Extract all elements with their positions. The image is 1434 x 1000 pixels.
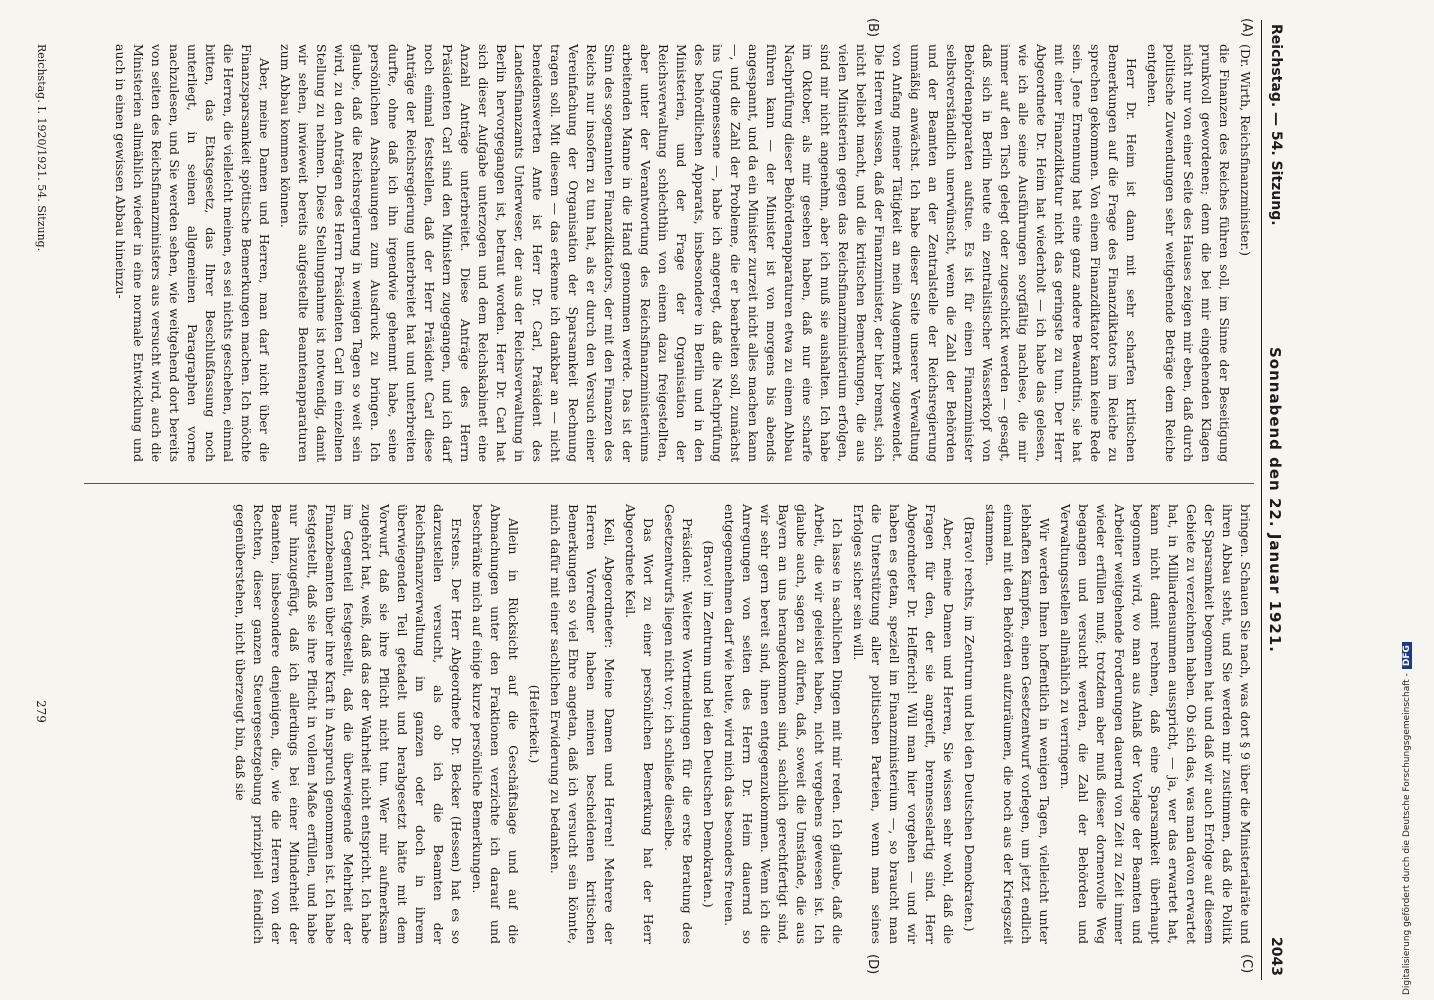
- applause-note: (Bravo! im Zentrum und bei den Deutschen Demokraten.): [701, 540, 716, 908]
- page-header: [1261, 20, 1286, 980]
- paragraph: Wir werden Ihnen hoffentlich in wenigen Tagen, vielleicht unter lebhaften Kämpfen, einen Gesetzentwurf vorlegen, um jetzt endlich einmal mit den Behörden aufzuräumen, die noch aus der Kriegszeit stammen.: [983, 504, 1052, 944]
- paragraph: Erstens. Der Herr Abgeordnete Dr. Becker (Hessen) hat es so darzustellen versucht, als ob ich die Beamten der Reichsfinanzverwaltung im ganzen oder doch in ihrem überwiegenden Teil getadelt und herabgesetzt hätte mit dem Vorwurf, daß sie ihre Pflicht nicht tun. Wer mir aufmerksam zugehört hat, weiß, daß das der Wahrheit nicht entspricht. Ich habe im Gegenteil festgestellt, daß die überwiegende Mehrheit der Finanzbeamten über ihre Kraft in Anspruch genommen ist. Ich habe festgestellt, daß sie ihre Pflicht in vollem Maße erfüllen, und habe nur hinzugefügt, daß ich allerdings bei einer Minderheit der Beamten, insbesondere denjenigen, die, wie die Herren von der Rechten, dieser ganzen Steuergesetzgebung prinzipiell feindlich gegenüberstehen, nicht überzeugt bin, daß sie: [233, 504, 464, 944]
- margin-mark-d: (D): [865, 954, 880, 975]
- credit-text: Digitalisierung gefördert durch die Deutsche Forschungsgemeinschaft -: [1402, 673, 1412, 995]
- laughter-note: (Heiterkeit.): [527, 684, 542, 764]
- paragraph: bringen. Schauen Sie nach, was dort § 9 über die Ministerialräte und ihren Abbau steht, und Sie werden mir zustimmen, daß die Politik der Sparsamkeit begonnen hat und daß wir auch Erfolge auf diesem Gebiete zu verzeichnen haben. Ob sich das, was man davon erwartet hat, in Milliardensummen ausspricht, — ja, wer das erwartet hat, kann nicht damit rechnen, daß eine Sparsamkeit überhaupt begonnen wird, wo man aus Anlaß der Vorlage der Beamten und Arbeiter weitgehende Forderungen dauernd von Zeit zu Zeit immer wieder erfüllen muß; trotzdem aber muß dieser dornenvolle Weg begangen und versucht werden, die Zahl der Behörden und Verwaltungsstellen allmählich zu verringern.: [1058, 504, 1253, 944]
- paragraph: die Finanzen des Reiches führen soll, im Sinne der Beseitigung prunkvoll gewordenen; denn die bei mir eingehenden Klagen nicht nur von einer Seite des Hauses zeigen mir eben, daß durch politische Zuwendungen sehr weitgehende Beträge dem Reiche entgehen.: [1145, 44, 1232, 462]
- header-left: Reichstag. — 54. Sitzung.: [1268, 24, 1284, 226]
- margin-mark-b: (B): [865, 18, 880, 38]
- margin-mark-c: (C): [1239, 954, 1254, 974]
- paragraph: Ich lasse in sachlichen Dingen mit mir reden. Ich glaube, daß die Arbeit, die wir geleistet haben, nicht vergebens gewesen ist. Ich glaube auch, sagen zu dürfen, daß, soweit die Umstände, die aus Bayern an uns herangekommen sind, sachlich gerechtfertigt sind, wir sehr gern bereit sind, ihnen entgegenzukommen. Wenn ich die Anregungen von seiten des Herrn Dr. Heim dauernd so entgegennehmen darf wie heute, wird mich das besonders freuen.: [722, 504, 845, 944]
- footer-page-number: 279: [34, 700, 48, 723]
- header-date: Sonnabend den 22. Januar 1921.: [1266, 347, 1284, 653]
- keil-statement: Keil, Abgeordneter: Meine Damen und Herren! Mehrere der Herren Vorredner haben meinen bescheidenen kritischen Bemerkungen so viel Ehre angetan, daß ich versucht sein könnte, mich dafür mit einer sachlichen Erwiderung zu bedanken.: [548, 504, 617, 944]
- president-statement: Präsident: Weitere Wortmeldungen für die erste Beratung des Gesetzentwurfs liegen nicht vor; ich schließe dieselbe.: [662, 504, 695, 944]
- column-divider: [84, 483, 1254, 484]
- paragraph: Aber, meine Damen und Herren, Sie wissen sehr wohl, daß die Fragen für den, der sie angreift, brennesselartig sind. Herr Abgeordneter Dr. Helfferich! Will man hier vorgehen — und wir haben es getan, speziell im Finanzministerium —, so braucht man die Unterstützung aller politischen Parteien, wenn man seines Erfolges sicher sein will.: [851, 504, 956, 944]
- header-page-number: 2043: [1268, 937, 1284, 976]
- right-column: [24, 504, 1254, 944]
- paragraph: Das Wort zu einer persönlichen Bemerkung hat der Herr Abgeordnete Keil.: [623, 504, 656, 944]
- applause-note: (Bravo! rechts, im Zentrum und bei den Deutschen Demokraten.): [962, 516, 977, 932]
- margin-mark-a: (A): [1239, 18, 1254, 38]
- digitization-credit: [1402, 642, 1412, 995]
- paragraph: Allein in Rücksicht auf die Geschäftslage und auf die Abmachungen unter den Fraktionen verzichte ich darauf und beschränke mich auf einige kurze persönliche Bemerkungen.: [470, 504, 521, 944]
- footer-left: Reichstag. I. 1920/1921. 54. Sitzung.: [35, 44, 48, 252]
- paragraph: Aber, meine Damen und Herren, man darf nicht über die Finanzsparsamkeit spöttische Bemerkungen machen. Ich möchte die Herren, die vielleicht meinen, es sei nichts geschehen, einmal bitten, das Etatsgesetz, das Ihrer Beschlußfassung noch unterliegt, in seinen allgemeinen Paragraphen vorne nachzulesen, und Sie werden sehen, wie weitgehend dort bereits von seiten des Reichsfinanzministers aus versucht wird, auch die Ministerien allmählich wieder in eine normale Entwicklung und auch in einen gewissen Abbau hineinzu-: [113, 44, 272, 462]
- dfg-logo: DFG: [1402, 642, 1412, 669]
- speaker-note: (Dr. Wirth, Reichsfinanzminister.): [1238, 44, 1253, 257]
- left-column: [24, 44, 1254, 462]
- paragraph: Herr Dr. Heim ist dann mit sehr scharfen kritischen Bemerkungen auf die Frage des Finanzdiktators im Reiche zu sprechen gekommen. Von einem Finanzdiktator kann keine Rede sein. Jene Ernennung hat eine ganz andere Bewandtnis, sie hat mit einer Finanzdiktatur nicht das geringste zu tun. Der Herr Abgeordnete Dr. Heim hat wiederholt — ich habe das gelesen, wie ich alle seine Ausführungen sorgfältig nachlese, die mir immer auf den Tisch gelegt oder zugeschickt werden — gesagt, daß sich in Berlin heute ein zentralistischer Wasserkopf von Behördenapparaten aufstue. Es ist für einen Finanzminister selbstverständlich unerwünscht, wenn die Zahl der Behörden und der Beamten an der Zentralstelle der Reichsregierung unmäßig anwächst. Ich habe dieser Seite unserer Verwaltung von Anfang meiner Tätigkeit an mein Augenmerk zugewendet. Die Herren wissen, daß der Finanzminister, der hier bremst, sich nicht beliebt macht, und die kritischen Bemerkungen, die aus vielen Ministerien gegen das Reichsfinanzministerium erfolgen, sind mir nicht angenehm, aber ich muß sie aushalten. Ich habe im Oktober, als mir gesehen haben, daß nur eine scharfe Nachprüfung dieser Behördenapparaturen etwa zu einem Abbau führen kann — der Minister ist von morgens bis abends angespannt, und da ein Minister zurzeit nicht alles machen kann —, und die Zahl der Probleme, die er bearbeiten soll, zunächst ins Ungemessene —, habe ich angeregt, daß die Nachprüfung des behördlichen Apparats, insbesondere in Berlin und in den Ministerien, und der Frage der Organisation der Reichsverwaltung schlechthin von einem dazu freigestellten, aber unter der Verantwortung des Reichsfinanzministeriums arbeitenden Manne in die Hand genommen werde. Das ist der Sinn des sogenannten Finanzdiktators, der mit den Finanzen des Reichs nur insofern zu tun hat, als er durch den Versuch einer Vereinfachung der Organisation der Sparsamkeit Rechnung tragen soll. Mit diesem — das erkenne ich dankbar an — nicht beneidenswerten Amte ist Herr Dr. Carl, Präsident des Landesfinanzamts Unterweser, der aus der Reichsverwaltung in Berlin hervorgegangen ist, betraut worden. Herr Dr. Carl hat sich dieser Aufgabe unterzogen und dem Reichskabinett eine Anzahl Anträge unterbreitet. Diese Anträge des Herrn Präsidenten Carl sind den Ministern zugegangen, und ich darf noch einmal feststellen, daß der Herr Präsident Carl diese Anträge der Reichsregierung unterbreitet hat und unterbreiten durfte, ohne daß ich ihn irgendwie gehemmt habe, seine persönlichen Anschauungen zum Ausdruck zu bringen. Ich glaube, daß die Reichsregierung in wenigen Tagen so weit sein wird, zu den Anträgen des Herrn Präsidenten Carl im einzelnen Stellung zu nehmen. Diese Stellungnahme ist notwendig, damit wir sehen, inwieweit bereits aufgestellte Beamtenapparaturen zum Abbau kommen können.: [278, 44, 1139, 462]
